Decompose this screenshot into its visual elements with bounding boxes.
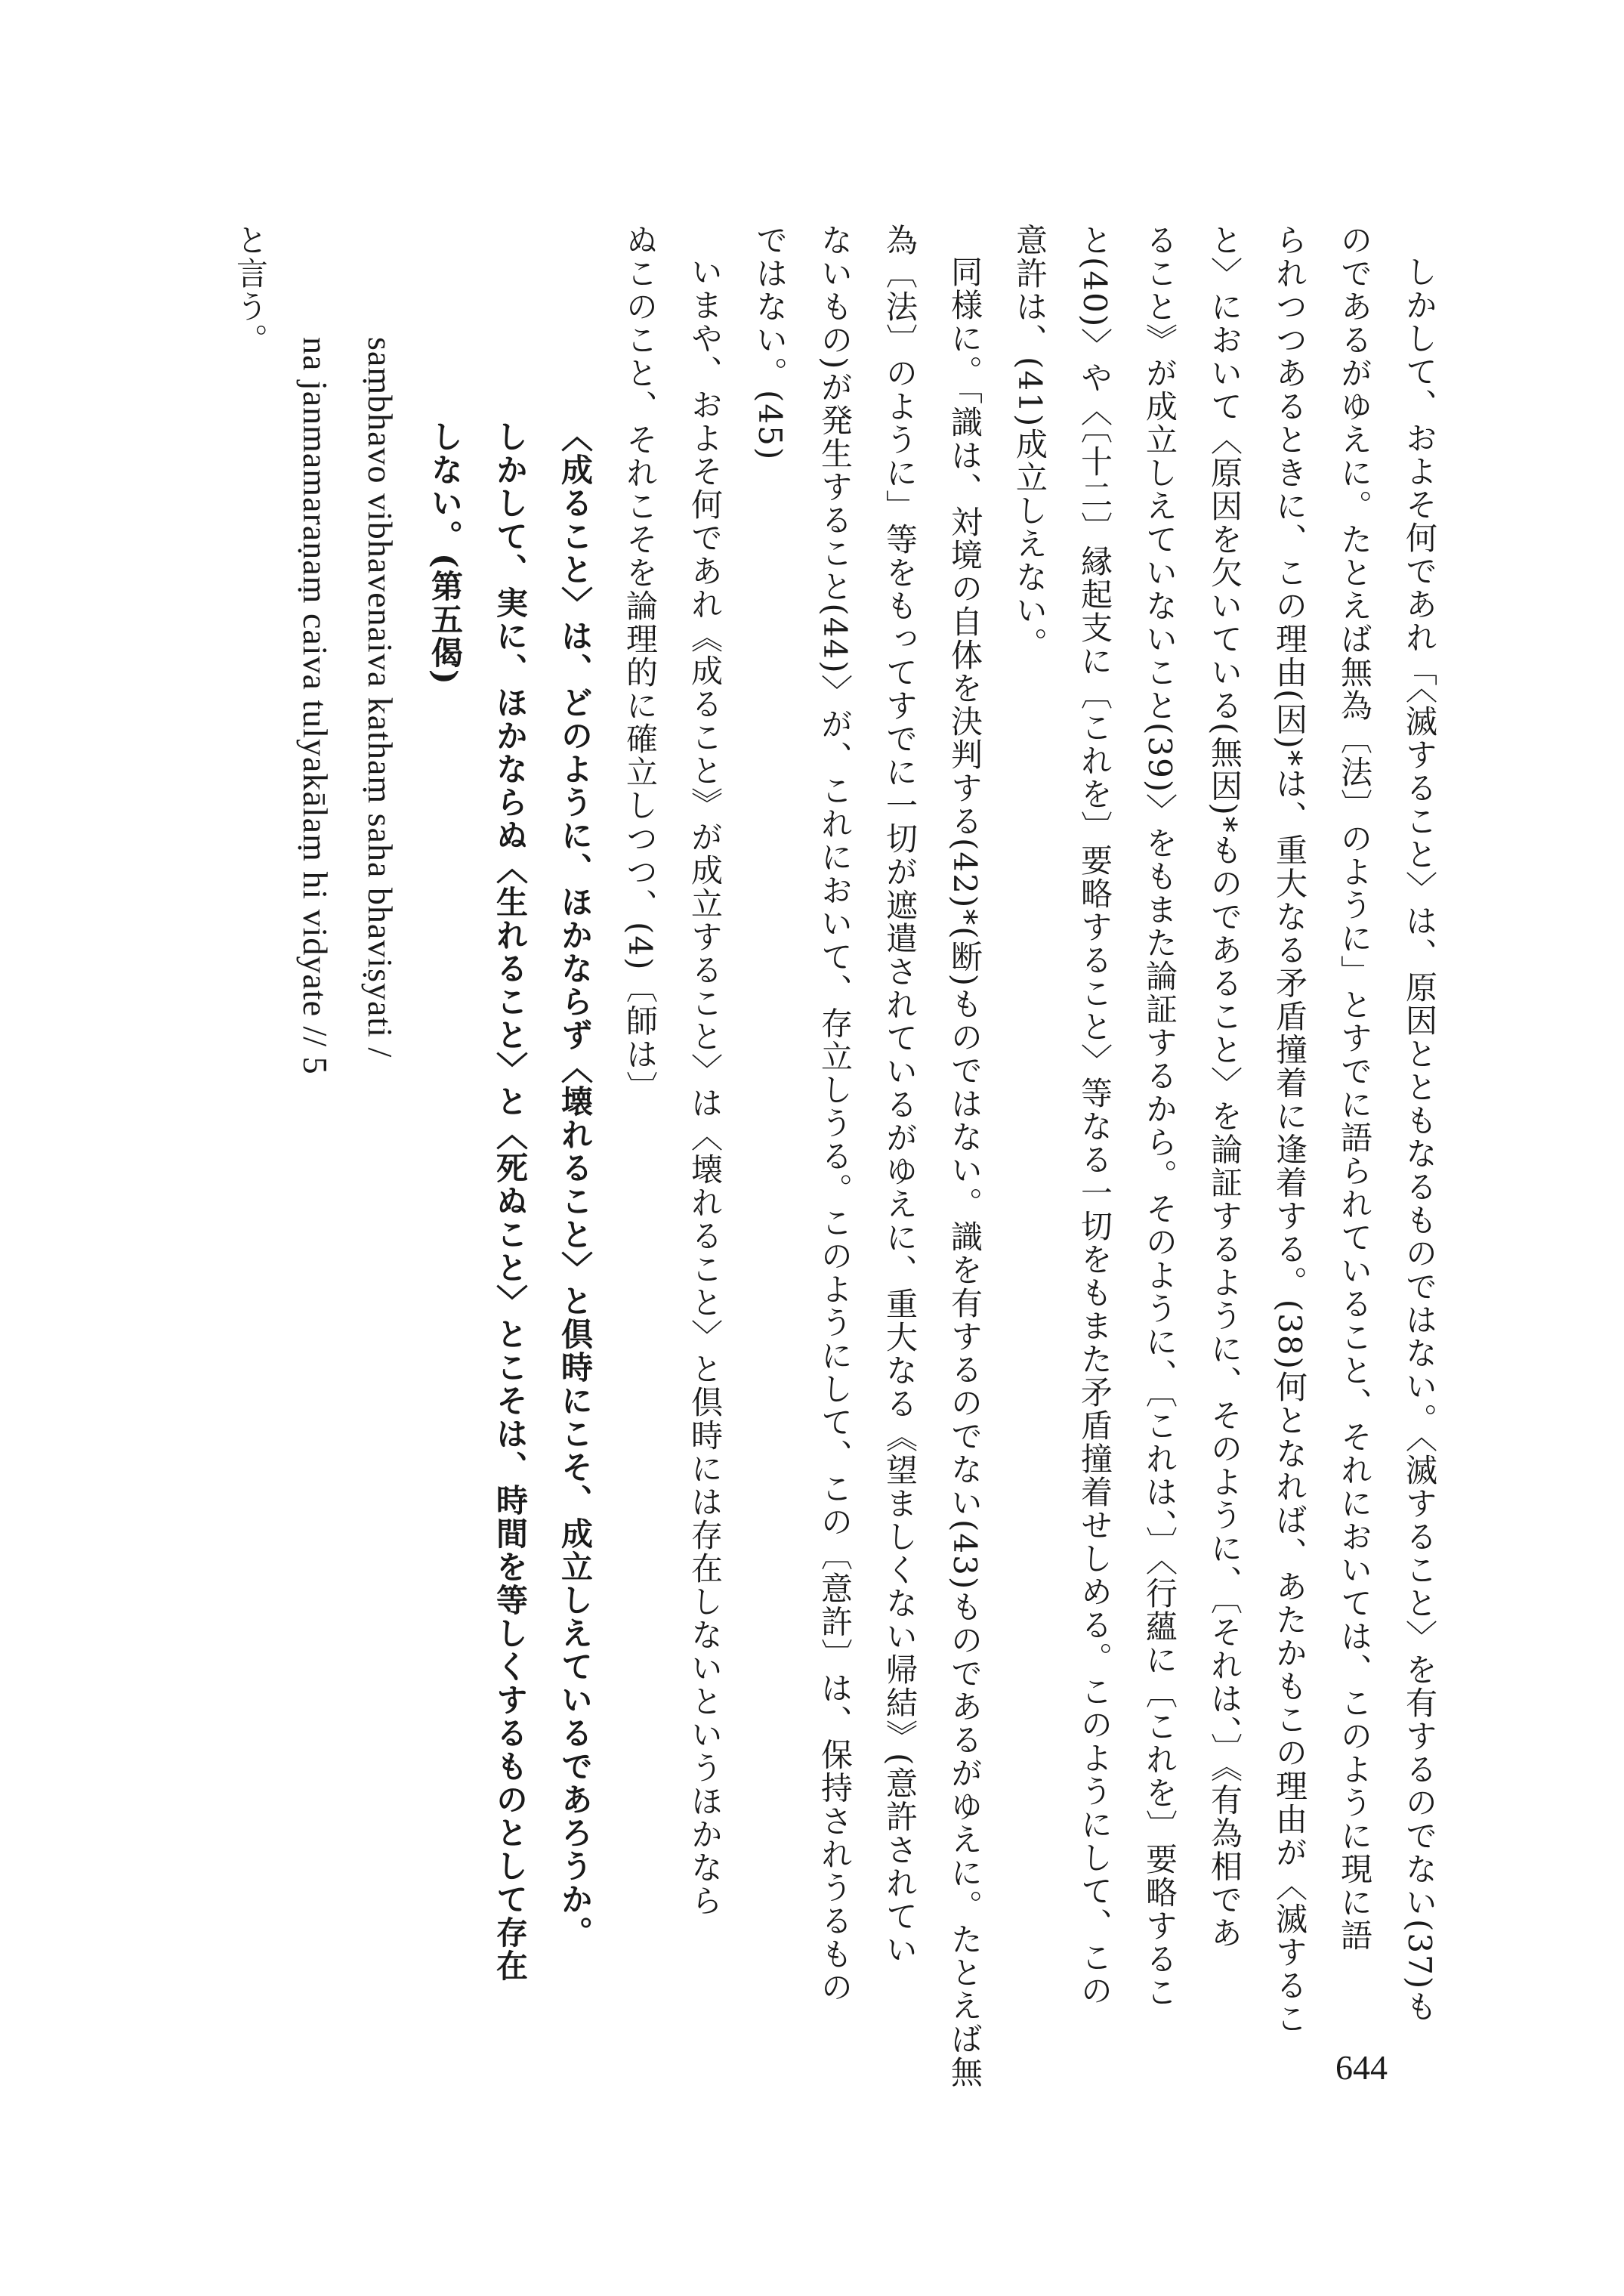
text-line: いまや、およそ何であれ《成ること》が成立すること〉は〈壊れること〉と倶時には存在しないというほかなら [687, 255, 724, 1917]
text-line: ではない。(45) [752, 224, 789, 462]
text-line: 為〔法〕のように」等をもってすでに一切が遮遣されているがゆえに、重大なる《望ましくない帰結》(意許されてい [881, 224, 919, 1967]
text-line: られつつあるときに、この理由(因)*は、重大なる矛盾撞着に逢着する。(38)何となれば、あたかもこの理由が〈滅するこ [1271, 224, 1308, 2035]
page-number: 644 [1335, 2048, 1388, 2087]
text-line: ぬこのこと、それこそを論理的に確立しつつ、(4)〔師は〕 [622, 224, 659, 1105]
vertical-text-body [218, 224, 1452, 2090]
sanskrit-line: saṃbhavo vibhavenaiva kathaṃ saha bhaviṣyati / [361, 337, 400, 1058]
text-line: のであるがゆえに。たとえば無為〔法〕のように」とすでに語られていること、それにおいては、このように現に語 [1336, 224, 1373, 1952]
text-line: 同様に。「識は、対境の自体を決判する(42)*(断)ものではない。識を有するのでない(43)ものであるがゆえに。たとえば無 [946, 255, 983, 2090]
text-line: と言う。 [232, 224, 269, 357]
sanskrit-line: na janmamaraṇaṃ caiva tulyakālaṃ hi vidyate // 5 [296, 337, 335, 1075]
text-line: と(40)〉や〈〔十二〕縁起支に〔これを〕要略すること〉等なる一切をもまた矛盾撞着せしめる。このようにして、この [1076, 224, 1113, 2008]
verse-line: 〈成ること〉は、どのように、ほかならず〈壊れること〉と倶時にこそ、成立しえているであろうか。 [557, 420, 594, 1949]
text-line: ること》が成立しえていないこと(39)〉をもまた論証するから。そのように、〔これは、〕〈行蘊に〔これを〕要略するこ [1141, 224, 1178, 2010]
verse-line: しない。(第五偈) [427, 420, 464, 686]
text-line: 意許は、(41)成立しえない。 [1011, 224, 1048, 661]
text-line: と〉において〈原因を欠いている(無因)*ものであること〉を論証するように、そのように、〔それは、〕《有為相であ [1206, 224, 1243, 1950]
verse-line: しかして、実に、ほかならぬ〈生れること〉と〈死ぬこと〉とこそは、時間を等しくするものとして存在 [492, 420, 529, 1982]
text-line: しかして、およそ何であれ「〈滅すること〉は、原因とともなるものではない。〈滅すること〉を有するのでない(37)も [1401, 255, 1438, 2024]
text-line: ないもの)が発生すること(44)〉が、これにおいて、存立しうる。このようにして、この〔意許〕は、保持されうるもの [817, 224, 854, 2004]
